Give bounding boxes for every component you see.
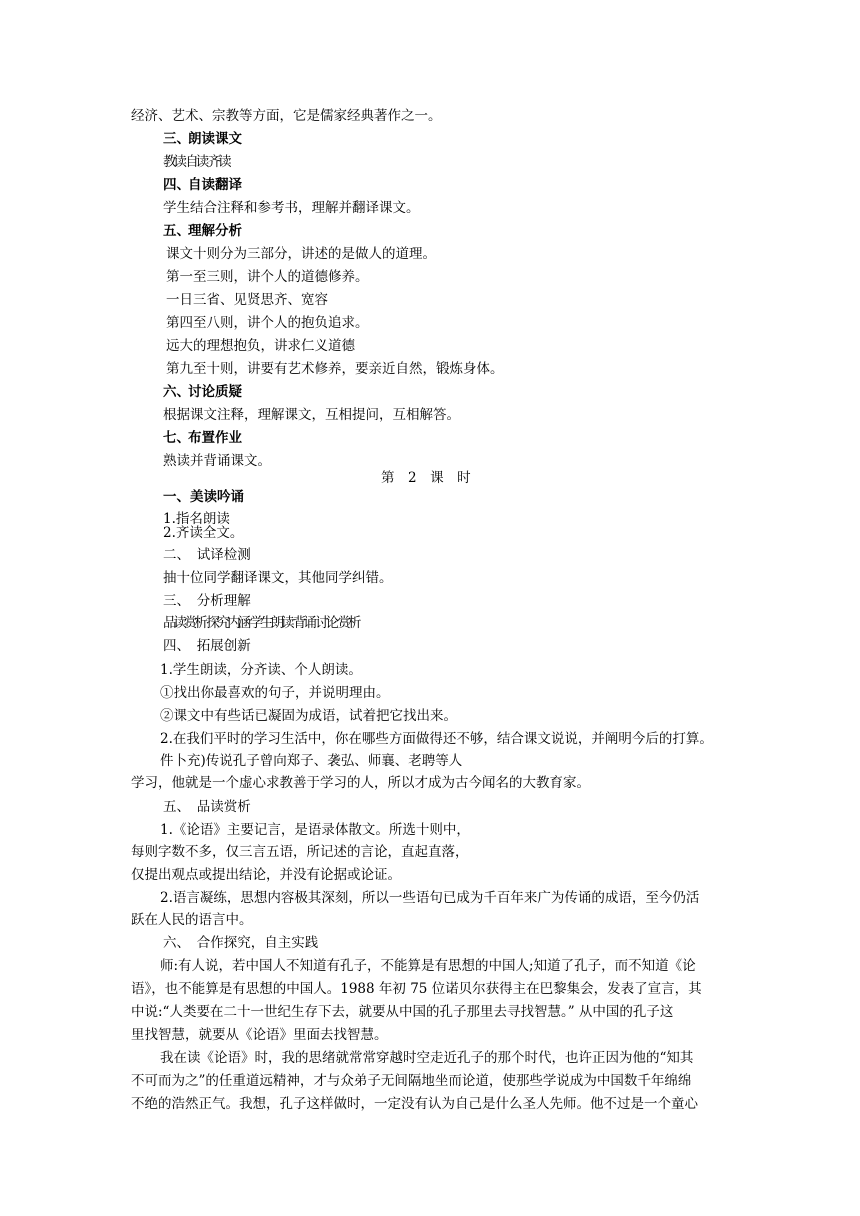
text-line: 1.学生朗读，分齐读、个人朗读。 [160,662,362,678]
text-line: 每则字数不多，仅三言五语，所记述的言论，直起直落， [131,844,469,860]
text-line: 熟读并背诵课文。 [163,453,271,469]
section-heading: 三、 分析理解 [163,593,251,609]
text-line: 我在读《论语》时，我的思绪就常常穿越时空走近孔子的那个时代，也许正因为他的“知其 [160,1050,694,1066]
text-line: 学生结合注释和参考书，理解并翻译课文。 [163,200,420,216]
section-heading: 五、理解分析 [163,223,242,239]
section-heading: 六、讨论质疑 [163,384,242,400]
section-heading: 三、朗读课文 [163,131,242,147]
text-line: 一日三省、见贤思齐、宽容 [166,292,328,308]
text-line: 1.指名朗读 [163,511,230,527]
section-heading: 七、布置作业 [163,430,242,446]
text-line: 不可而为之”的任重道远精神，才与众弟子无间隔地坐而论道，使那些学说成为中国数千年绵绵 [131,1073,692,1089]
text-line: 第四至八则，讲个人的抱负追求。 [166,315,369,331]
text-line: 教读 自读 齐读 [163,154,229,170]
text-line: ②课文中有些话已凝固为成语，试着把它找出来。 [160,708,457,724]
text-line: 2.在我们平时的学习生活中，你在哪些方面做得还不够，结合课文说说，并阐明今后的打算。 [160,731,713,747]
section-heading: 五、 品读赏析 [163,799,251,815]
text-line: 抽十位同学翻译课文，其他同学纠错。 [163,570,393,586]
text-line: 跃在人民的语言中。 [131,912,253,928]
text-line: 件卜充)传说孔子曾向郑子、袭弘、师襄、老聘等人 [160,753,463,769]
text-line: 语》，也不能算是有思想的中国人。1988 年初 75 位诺贝尔获得主在巴黎集会，发表了宣言，其 [131,981,702,997]
text-line: 不绝的浩然正气。我想，孔子这样做时，一定没有认为自己是什么圣人先师。他不过是一个童心 [131,1096,698,1112]
section-heading: 六、 合作探究，自主实践 [163,935,319,951]
text-line: 远大的理想抱负，讲求仁义道德 [166,338,355,354]
section-heading: 一、美读吟诵 [163,489,244,505]
text-line: 课文十则分为三部分，讲述的是做人的道理。 [166,246,436,262]
section-heading: 四、自读翻译 [163,177,242,193]
text-line: 仅提出观点或提出结论，并没有论据或论证。 [131,867,401,883]
text-line: 师:有人说，若中国人不知道有孔子，不能算是有思想的中国人;知道了孔子，而不知道《论 [160,958,696,974]
text-line: 学习，他就是一个虚心求教善于学习的人，所以才成为古今闻名的大教育家。 [131,775,590,791]
text-line: 1.《论语》主要记言，是语录体散文。所选十则中， [160,822,470,838]
section-heading: 四、 拓展创新 [163,638,251,654]
text-line: ①找出你最喜欢的句子，并说明理由。 [160,685,390,701]
text-line: 第一至三则，讲个人的道德修养。 [166,269,369,285]
lesson-title: 第 2 课 时 [381,470,471,486]
text-line: 里找智慧，就要从《论语》里面去找智慧。 [131,1027,388,1043]
text-line: 经济、艺术、宗教等方面，它是儒家经典著作之一。 [131,108,442,124]
text-line: 第九至十则，讲要有艺术修养，要亲近自然，锻炼身体。 [166,361,504,377]
text-line: 中说:“人类要在二十一世纪生存下去，就要从中国的孔子那里去寻找智慧。” 从中国的孔子这 [131,1004,674,1020]
section-heading: 二、 试译检测 [163,547,251,563]
text-line: 品读赏析 探究内涵 学生朗读 背诵 讨论 赏析 [163,615,359,631]
text-line: 2.齐读全文。 [163,525,244,541]
text-line: 2.语言凝练，思想内容极其深刻，所以一些语句已成为千百年来广为传诵的成语，至今仍活 [160,890,700,906]
text-line: 根据课文注释，理解课文，互相提问，互相解答。 [163,407,460,423]
